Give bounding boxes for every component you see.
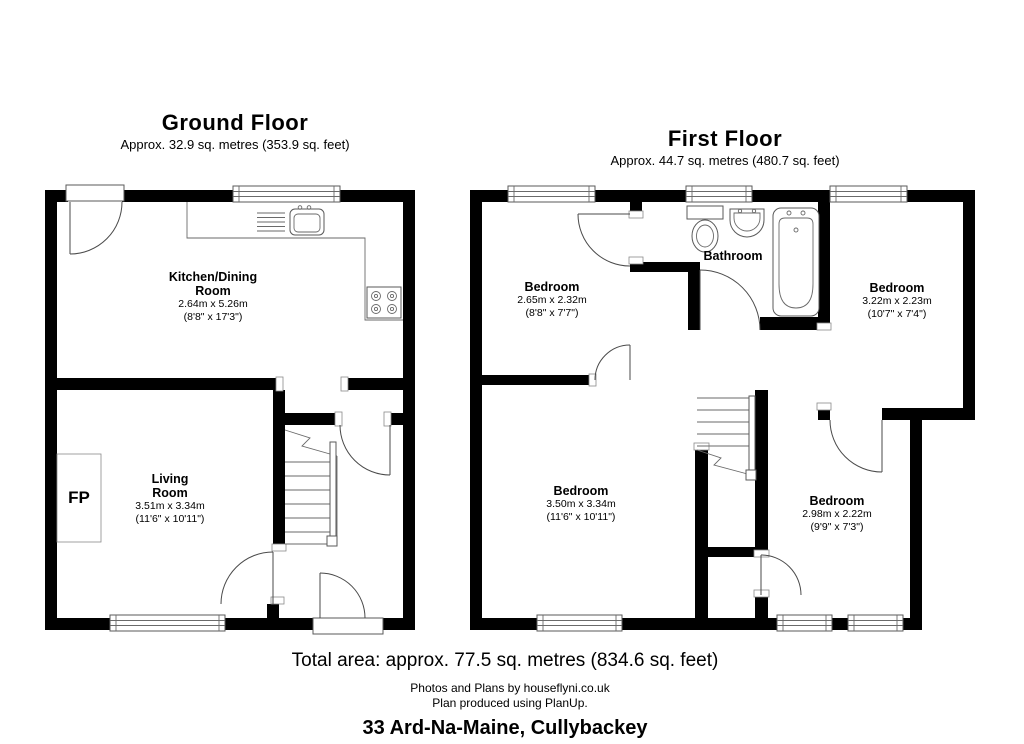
ground-stairs-icon [285, 430, 337, 546]
bedroom-bottom-left-metric: 3.50m x 3.34m [546, 498, 616, 510]
bedroom-top-left-window [508, 186, 595, 202]
first-floor-title: First Floor [667, 126, 783, 151]
ground-floor-plan [45, 184, 417, 636]
hob-icon [367, 287, 401, 318]
hall-door [340, 425, 390, 475]
bedroom-bottom-left-door [595, 345, 630, 380]
bedroom-top-left-imperial: (8'8" x 7'7") [525, 306, 579, 319]
ground-outer-walls [45, 190, 415, 630]
kitchen-label [161, 270, 265, 324]
living-room-imperial: (11'6" x 10'11") [135, 512, 205, 525]
bedroom-top-right-imperial: (10'7" x 7'4") [867, 307, 927, 320]
address-title: 33 Ard-Na-Maine, Cullybackey [362, 717, 648, 739]
ground-floor-area: Approx. 32.9 sq. metres (353.9 sq. feet) [120, 137, 350, 152]
credit-line-1: Photos and Plans by houseflyni.co.uk [410, 681, 610, 695]
living-room-metric: 3.51m x 3.34m [135, 500, 205, 512]
living-room-door [221, 552, 273, 604]
credit-line-2: Plan produced using PlanUp. [432, 696, 588, 710]
basin-icon [730, 209, 764, 237]
bedroom-bottom-left-name: Bedroom [553, 484, 609, 498]
kitchen-metric: 2.64m x 5.26m [178, 298, 248, 310]
bedroom-bottom-right-window-2 [848, 615, 903, 631]
bedroom-bottom-right-window-1 [777, 615, 832, 631]
living-room-name: Living Room [151, 472, 189, 500]
bathroom-door [700, 270, 760, 330]
bedroom-top-left-metric: 2.65m x 2.32m [517, 294, 587, 306]
bathroom-label [703, 249, 762, 263]
bedroom-top-left-label [517, 280, 586, 320]
living-room-window [110, 615, 225, 631]
bedroom-bottom-left-window [537, 615, 622, 631]
bedroom-bottom-right-door [761, 555, 801, 595]
kitchen-imperial: (8'8" x 17'3") [183, 310, 243, 323]
ground-floor-title: Ground Floor [161, 110, 309, 135]
fireplace-label: FP [68, 488, 90, 507]
bedroom-bottom-right-name: Bedroom [809, 494, 865, 508]
bedroom-top-right-door [830, 420, 882, 472]
bedroom-top-right-name: Bedroom [869, 281, 925, 295]
bath-icon [773, 208, 819, 316]
front-door [313, 573, 383, 634]
living-room-label [135, 472, 204, 526]
bedroom-bottom-right-metric: 2.98m x 2.22m [802, 508, 872, 520]
bedroom-bottom-right-imperial: (9'9" x 7'3") [810, 520, 864, 533]
back-door [66, 185, 124, 254]
bedroom-top-left-name: Bedroom [524, 280, 580, 294]
sink-icon [290, 206, 324, 235]
bedroom-bottom-left-label [546, 484, 615, 524]
bedroom-top-right-label [862, 281, 931, 321]
toilet-icon [687, 206, 723, 252]
kitchen-window [233, 186, 340, 202]
total-area-text: Total area: approx. 77.5 sq. metres (834.6 sq. feet) [291, 650, 719, 671]
bedroom-top-right-window [830, 186, 907, 202]
bedroom-top-right-metric: 3.22m x 2.23m [862, 295, 932, 307]
first-floor-area: Approx. 44.7 sq. metres (480.7 sq. feet) [610, 153, 840, 168]
first-interior-walls [482, 202, 910, 630]
bathroom-name: Bathroom [703, 249, 763, 263]
bedroom-bottom-left-imperial: (11'6" x 10'11") [546, 510, 616, 523]
kitchen-name: Kitchen/Dining Room [168, 270, 258, 298]
bathroom-window [686, 186, 752, 202]
bedroom-top-left-door [578, 214, 630, 266]
bedroom-bottom-right-label [802, 494, 871, 534]
